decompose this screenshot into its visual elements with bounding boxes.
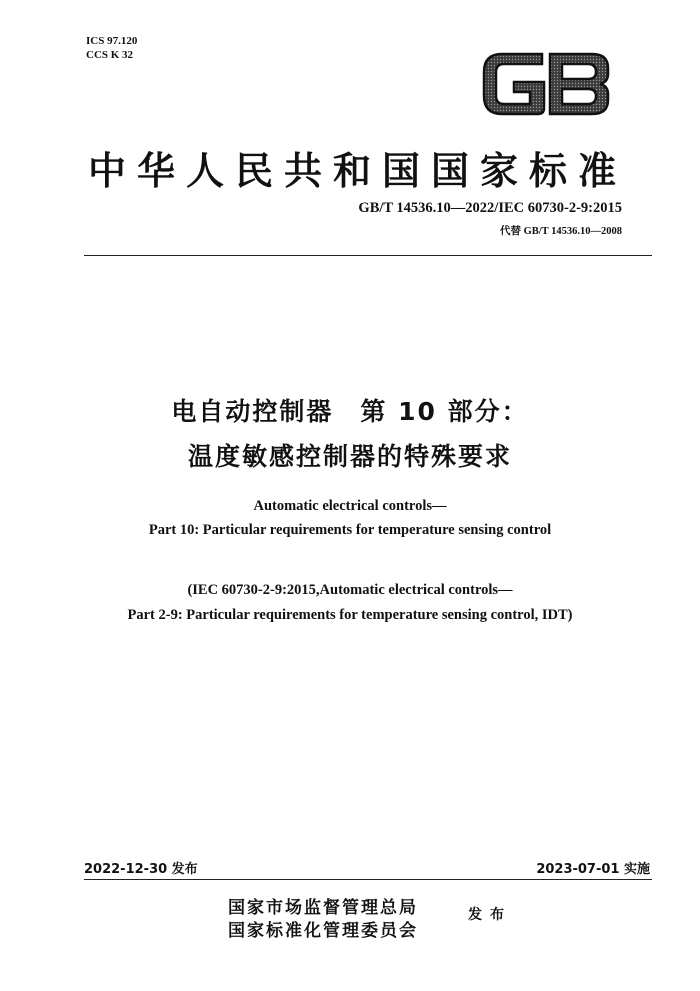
standard-number: GB/T 14536.10—2022/IEC 60730-2-9:2015 <box>358 200 622 216</box>
publish-label: 发布 <box>468 907 512 923</box>
classification-codes <box>86 34 137 62</box>
implementation-date: 2023-07-01 实施 <box>536 862 650 877</box>
ccs-code: CCS K 32 <box>86 49 134 61</box>
english-title-line-2: Part 10: Particular requirements for temperature sensing control <box>148 522 552 538</box>
publisher-1: 国家市场监督管理总局 <box>228 898 418 918</box>
issue-date: 2022-12-30 发布 <box>84 862 198 877</box>
chinese-title-line-2: 温度敏感控制器的特殊要求 <box>187 442 512 471</box>
equivalent-standard-line-1: (IEC 60730-2-9:2015,Automatic electrical controls— <box>187 582 513 598</box>
national-standard-title: 中华人民共和国国家标准 <box>88 148 628 193</box>
gb-logo-icon <box>478 46 614 122</box>
chinese-title-line-1: 电自动控制器 第 10 部分： <box>171 397 529 426</box>
equivalent-standard-line-2: Part 2-9: Particular requirements for temperature sensing control, IDT) <box>127 607 573 623</box>
ics-code: ICS 97.120 <box>86 35 138 47</box>
replaces-standard: 代替 GB/T 14536.10—2008 <box>499 226 622 237</box>
bottom-divider <box>84 879 652 880</box>
english-title-line-1: Automatic electrical controls— <box>253 498 447 514</box>
publisher-2: 国家标准化管理委员会 <box>228 921 418 941</box>
top-divider <box>84 255 652 256</box>
